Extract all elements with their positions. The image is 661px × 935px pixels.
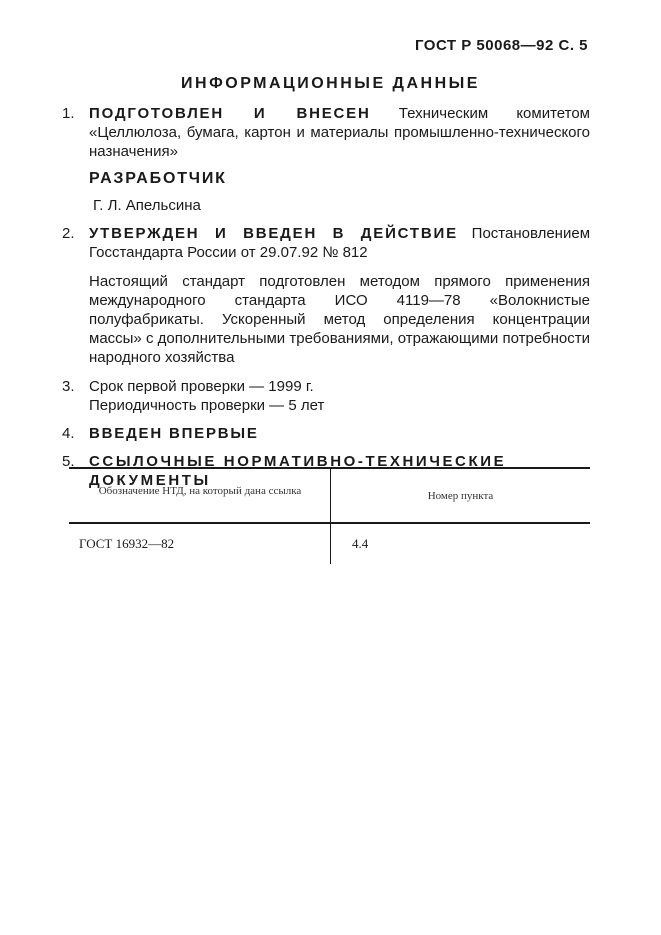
item-text <box>89 104 590 161</box>
item-4 <box>62 424 590 443</box>
item-2 <box>62 224 590 367</box>
item-text <box>89 224 590 262</box>
note-paragraph: Настоящий стандарт подготовлен методом прямого применения международного стандарта ИСО 4119—78 «Волокнистые полуфабрикаты. Ускоренный метод определения концентрации массы» с дополнительными требованиями, отражающими потребности народного хозяйства <box>89 273 590 366</box>
item-number: 4. <box>62 425 75 442</box>
info-content <box>62 104 590 490</box>
item-number: 1. <box>62 105 75 122</box>
item-number: 5. <box>62 453 75 470</box>
first-check-line: Срок первой проверки — 1999 г. <box>89 378 314 395</box>
item-lead: ВВЕДЕН ВПЕРВЫЕ <box>89 425 259 442</box>
cell-document: ГОСТ 16932—82 <box>79 536 175 551</box>
column-divider <box>330 524 331 564</box>
item-body: Техническим комитетом «Целлюлоза, бумага, картон и материалы промышленно-технического назначения» <box>89 105 590 160</box>
table-header-row <box>69 469 590 522</box>
column-header-clause: Номер пункта <box>427 490 494 502</box>
item-body: Постановлением Госстандарта России от 29.07.92 № 812 <box>89 225 591 261</box>
developer-name: Г. Л. Апельсина <box>93 197 201 214</box>
item-3 <box>62 377 590 415</box>
item-number: 3. <box>62 378 75 395</box>
item-number: 2. <box>62 225 75 242</box>
cell-clause: 4.4 <box>352 536 369 551</box>
developer-block <box>62 169 590 215</box>
column-header-document: Обозначение НТД, на который дана ссылка <box>98 485 302 497</box>
item-lead: ССЫЛОЧНЫЕ НОРМАТИВНО-ТЕХНИЧЕСКИЕ ДОКУМЕНТЫ <box>89 453 507 489</box>
item-lead: УТВЕРЖДЕН И ВВЕДЕН В ДЕЙСТВИЕ <box>89 225 458 242</box>
page-header: ГОСТ Р 50068—92 С. 5 <box>414 37 588 54</box>
reference-table <box>69 467 590 564</box>
document-title: ИНФОРМАЦИОННЫЕ ДАННЫЕ <box>181 75 480 92</box>
check-period-line: Периодичность проверки — 5 лет <box>89 397 325 414</box>
table-row <box>69 524 590 564</box>
item-1 <box>62 104 590 161</box>
item-lead: ПОДГОТОВЛЕН И ВНЕСЕН <box>89 105 371 122</box>
developer-heading: РАЗРАБОТЧИК <box>89 170 227 187</box>
